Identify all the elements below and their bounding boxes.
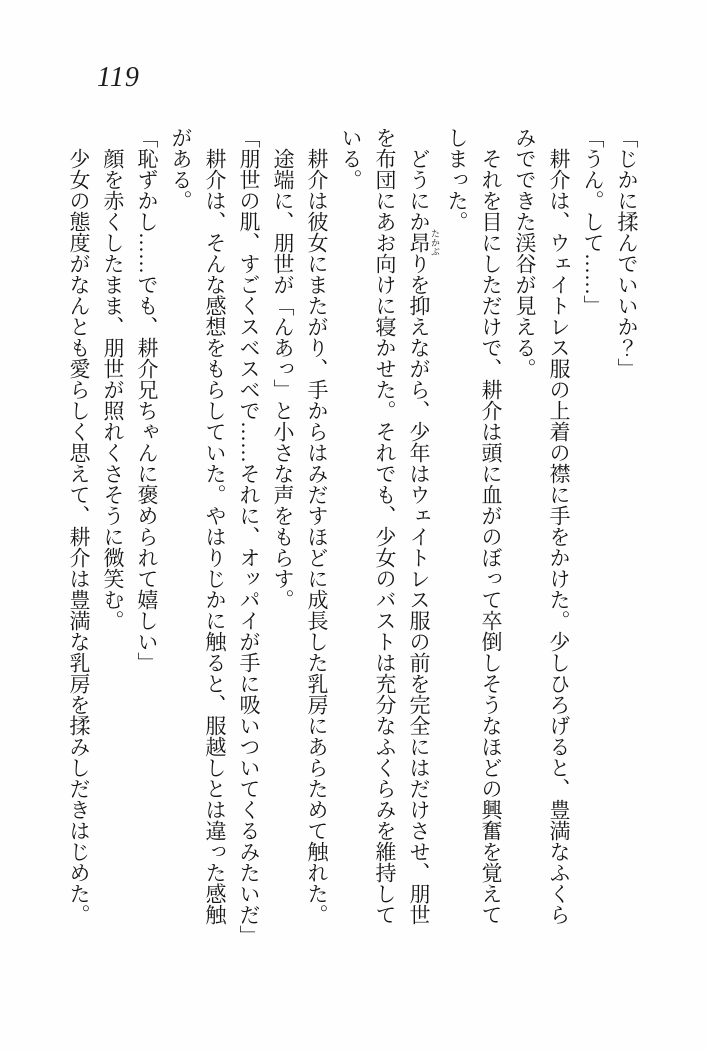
text-line: 「じかに揉んでいいか？」 xyxy=(615,127,639,379)
text-line: どうにか昂 たかぶりを抑えながら、少年はウェイトレス服の前を完全にはだけさせ、朋世 xyxy=(407,148,440,925)
text-line: 少女の態度がなんとも愛らしく思えて、耕介は豊満な乳房を揉みしだきはじめた。 xyxy=(67,148,91,925)
text-line: 「うん。して……」 xyxy=(581,127,605,316)
text-line: 耕介は彼女にまたがり、手からはみだすほどに成長した乳房にあらためて触れた。 xyxy=(305,148,329,925)
furigana-ruby: 昂 たかぶ xyxy=(407,229,440,256)
page-number: 119 xyxy=(97,62,140,93)
text-line: 耕介は、そんな感想をもらしていた。やはりじかに触ると、服越しとは違った感触 xyxy=(203,148,227,925)
text-line: 「朋世の肌、すごくスベスベで……それに、オッパイが手に吸いついてくるみたいだ」 xyxy=(237,127,261,946)
text-line: を布団にあお向けに寝かせた。それでも、少女のバストは充分なふくらみを維持して xyxy=(373,127,397,925)
text-block xyxy=(62,127,644,953)
text-line: 耕介は、ウェイトレス服の上着の襟に手をかけた。少しひろげると、豊満なふくら xyxy=(547,148,571,925)
text-line: 「恥ずかし……でも、耕介兄ちゃんに褒められて嬉しい」 xyxy=(135,127,159,673)
text-line: それを目にしただけで、耕介は頭に血がのぼって卒倒しそうなほどの興奮を覚えて xyxy=(479,148,503,925)
text-line: 顔を赤くしたまま、朋世が照れくさそうに微笑む。 xyxy=(101,148,125,631)
text-line: 途端に、朋世が「んあっ」と小さな声をもらす。 xyxy=(271,148,295,610)
text-line: しまった。 xyxy=(445,127,469,232)
text-line: みでできた渓谷が見える。 xyxy=(513,127,537,379)
text-line: がある。 xyxy=(169,127,193,211)
text-line: いる。 xyxy=(339,127,363,190)
